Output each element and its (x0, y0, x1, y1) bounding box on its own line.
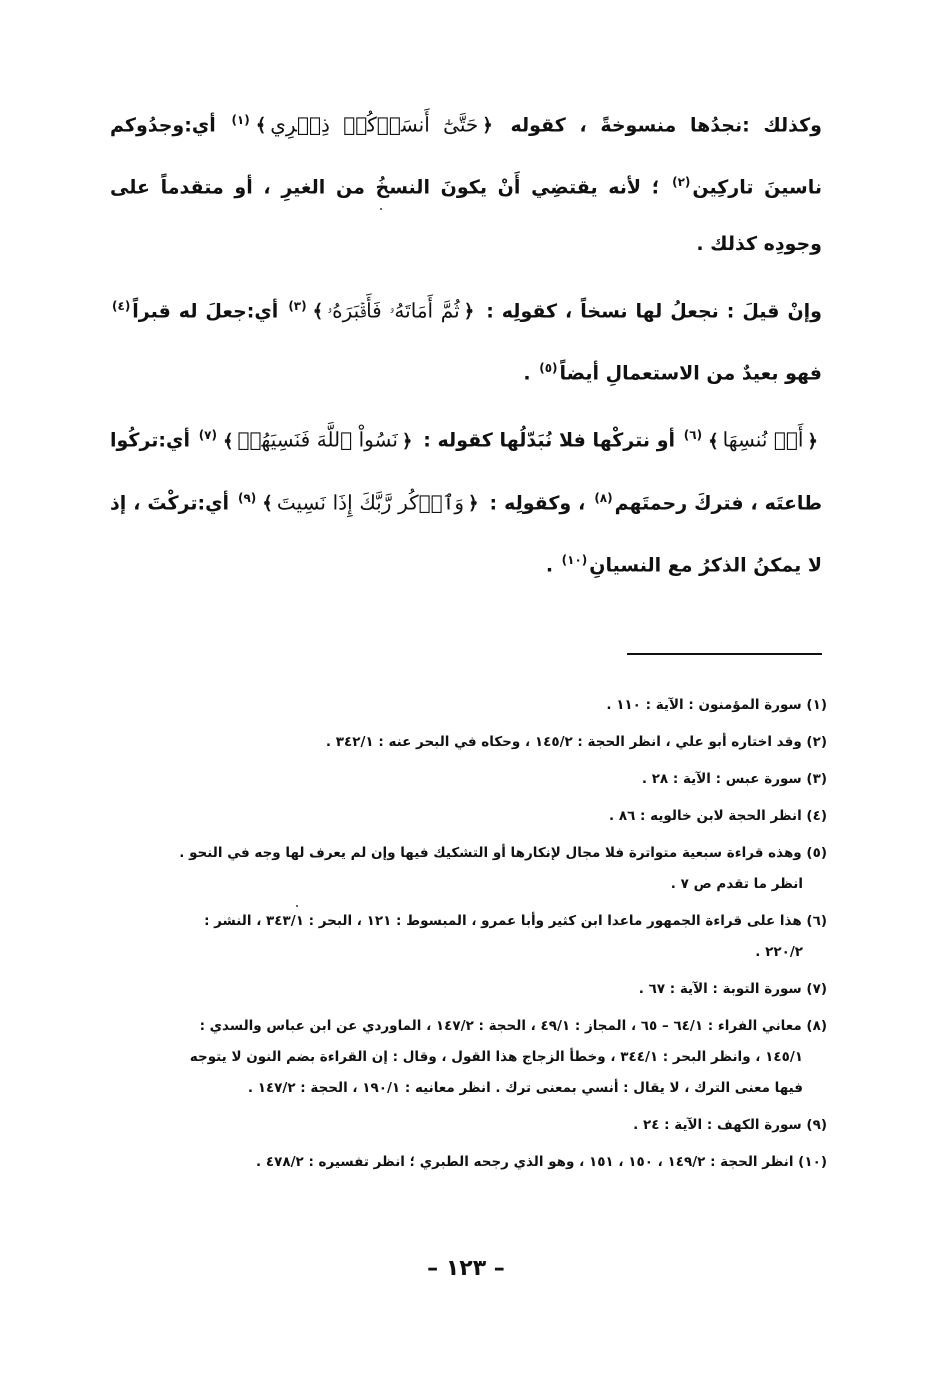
paragraph-1 (110, 92, 822, 272)
footnote-continuation: ٢٢٠/٢ . (755, 944, 803, 960)
quran-verse: ثُمَّ أَمَاتَهُۥ فَأَقۡبَرَهُۥ (327, 297, 460, 322)
text-run: وكذلك :نجدُها منسوخةً ، كقوله (510, 114, 822, 137)
footnote-separator (627, 653, 822, 655)
quran-open-bracket: ﴿ (468, 492, 479, 514)
quran-verse: أَوۡ نُنسِهَا (722, 427, 804, 452)
footnote-7 (135, 974, 827, 1005)
footnote-text: (٥) وهذه قراءة سبعية متواترة فلا مجال لإنكارها أو التشكيك فيها وإن لم يعرف لها وجه في النحو . (179, 845, 827, 861)
footnote-3 (135, 764, 827, 795)
quran-close-bracket: ﴾ (222, 430, 234, 452)
quran-close-bracket: ﴾ (708, 430, 719, 452)
footnote-1 (135, 690, 827, 721)
footnote-ref[interactable]: (٨) (594, 490, 613, 505)
footnote-text: (١) سورة المؤمنون : الآية : ١١٠ . (606, 697, 827, 713)
quran-open-bracket: ﴿ (463, 300, 475, 322)
main-text (110, 92, 822, 599)
footnote-ref[interactable]: (٧) (198, 428, 217, 443)
quran-close-bracket: ﴾ (255, 115, 267, 137)
paragraph-3 (110, 407, 822, 593)
text-run: أي:تركْتَ ، إذ لا يمكنُ الذكرُ مع النسيانِ (110, 491, 822, 577)
text-run: ، وكقولِه : (489, 491, 586, 514)
text-run: أي:تركُوا طاعتَه ، فتركَ رحمتَهم (110, 429, 822, 514)
quran-open-bracket: ﴿ (482, 115, 493, 137)
quran-open-bracket: ﴿ (807, 430, 818, 452)
text-run: وإنْ قيلَ : نجعلُ لها نسخاً ، كقولِه : (486, 299, 822, 322)
footnote-continuation: انظر ما تقدم ص ٧ . (670, 876, 803, 892)
text-run: أو نتركْها فلا نُبَدّلُها كقوله : (423, 429, 676, 452)
footnote-ref[interactable]: (٩) (237, 490, 257, 505)
quran-verse: نَسُواْ ٱللَّهَ فَنَسِيَهُمۡ (237, 427, 398, 452)
footnote-ref[interactable]: (٢) (672, 175, 691, 190)
footnote-6 (135, 906, 827, 968)
quran-verse: حَتَّىٰٓ أَنسَوۡكُمۡ ذِكۡرِي (270, 112, 479, 137)
footnotes (135, 690, 827, 1184)
footnote-10 (135, 1147, 827, 1178)
footnote-text: (٩) سورة الكهف : الآية : ٢٤ . (633, 1117, 827, 1133)
page-number: – ١٢٣ – (427, 1256, 505, 1281)
footnote-ref[interactable]: (١) (231, 113, 250, 127)
scan-speck (380, 208, 382, 210)
text-run: فهو بعيدٌ من الاستعمالِ أيضاً (559, 362, 822, 385)
footnote-8 (135, 1011, 827, 1104)
footnote-ref[interactable]: (٥) (539, 360, 558, 375)
footnote-text: (٤) انظر الحجة لابن خالويه : ٨٦ . (609, 808, 827, 824)
scan-speck (296, 905, 298, 907)
quran-close-bracket: ﴾ (262, 492, 273, 514)
quran-close-bracket: ﴾ (312, 300, 324, 322)
footnote-continuation: ١٤٥/١ ، وانظر البحر : ٣٤٤/١ ، وخطأ الزجاج هذا القول ، وقال : إن القراءة بضم النون لا يتوجه (189, 1049, 803, 1065)
footnote-continuation: فيها معنى الترك ، لا يقال : أنسي بمعنى ترك . انظر معانيه : ١٩٠/١ ، الحجة : ١٤٧/٢ . (247, 1080, 803, 1096)
footnote-text: (٢) وقد اختاره أبو علي ، انظر الحجة : ١٤٥/٢ ، وحكاه في البحر عنه : ٣٤٢/١ . (325, 734, 827, 750)
footnote-text: (٨) معاني الفراء : ٦٤/١ – ٦٥ ، المجاز : ٤٩/١ ، الحجة : ١٤٧/٢ ، الماوردي عن ابن عباس والسدي : (199, 1018, 827, 1034)
footnote-ref[interactable]: (٣) (288, 298, 307, 313)
footnote-text: (٦) هذا على قراءة الجمهور ماعدا ابن كثير وأبا عمرو ، المبسوط : ١٢١ ، البحر : ٣٤٣/١ ، النشر : (204, 913, 827, 929)
footnote-5 (135, 838, 827, 900)
paragraph-2 (110, 278, 822, 402)
footnote-ref[interactable]: (١٠) (561, 552, 588, 567)
footnote-4 (135, 801, 827, 832)
text-run: أي:وجدُوكم ناسينَ تاركِين (110, 114, 822, 199)
text-run: . (523, 362, 531, 385)
quran-verse: وَٱذۡكُر رَّبَّكَ إِذَا نَسِيتَ (276, 489, 465, 514)
footnote-2 (135, 727, 827, 758)
text-run: . (545, 554, 554, 577)
footnote-9 (135, 1110, 827, 1141)
text-run: أي:جعلَ له قبراً (132, 299, 279, 322)
footnote-ref[interactable]: (٦) (683, 428, 703, 443)
text-run: ؛ لأنه يقتضِي أَنْ يكونَ النسخُ من الغيرِ ، أو متقدماً على وجودِه كذلك . (110, 176, 822, 255)
quran-open-bracket: ﴿ (401, 430, 413, 452)
footnote-text: (٣) سورة عبس : الآية : ٢٨ . (641, 771, 827, 787)
footnote-text: (١٠) انظر الحجة : ١٤٩/٢ ، ١٥٠ ، ١٥١ ، وهو الذي رجحه الطبري ؛ انظر تفسيره : ٤٧٨/٢ . (256, 1154, 827, 1170)
footnote-text: (٧) سورة التوبة : الآية : ٦٧ . (638, 981, 827, 997)
footnote-ref[interactable]: (٤) (112, 298, 131, 313)
